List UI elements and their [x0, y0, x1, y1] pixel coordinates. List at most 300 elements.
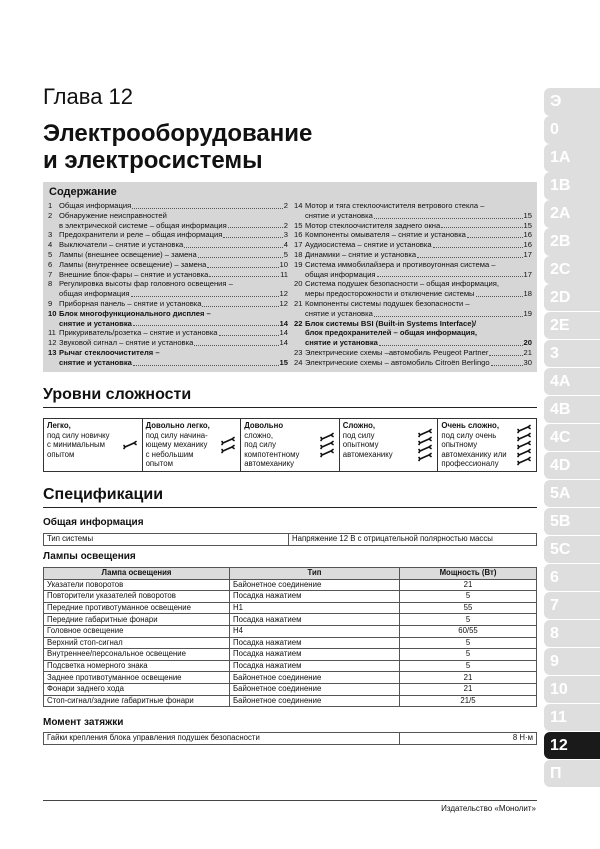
table-cell: Напряжение 12 В с отрицательной полярностью массы: [289, 534, 537, 546]
table-row: [44, 579, 537, 591]
difficulty-level: [340, 419, 439, 471]
table-cell: Головное освещение: [44, 625, 230, 637]
dot-leader: [184, 240, 283, 248]
chapter-tab[interactable]: 10: [544, 676, 600, 704]
contents-entry-text: Выключатели – снятие и установка: [59, 240, 184, 250]
publisher-footer: Издательство «Монолит»: [441, 804, 536, 813]
contents-entry-line: [305, 230, 532, 240]
dot-leader: [491, 358, 523, 366]
table-cell: Байонетное соединение: [230, 579, 400, 591]
contents-column-left: [48, 201, 288, 368]
contents-entry-text: Блок системы BSI (Built-in Systems Interface)/: [305, 318, 477, 328]
contents-entry: [48, 279, 288, 299]
chapter-tab[interactable]: П: [544, 760, 600, 788]
contents-entry-line: [59, 221, 288, 231]
dot-leader: [219, 328, 279, 336]
contents-entry-body: [59, 201, 288, 211]
wrench-icon: [321, 442, 333, 449]
chapter-tab[interactable]: 5B: [544, 508, 600, 536]
contents-entry-page: 5: [283, 249, 288, 259]
contents-entry-line: [59, 279, 288, 289]
contents-entry-page: 3: [283, 230, 288, 240]
contents-entry: [48, 328, 288, 338]
wrench-icon: [321, 434, 333, 441]
chapter-tab[interactable]: 12: [544, 732, 600, 760]
contents-entry-page: 2: [283, 201, 288, 210]
table-cell: 8 Н·м: [400, 733, 537, 745]
specs-heading: Спецификации: [43, 486, 164, 503]
chapter-tab[interactable]: 8: [544, 620, 600, 648]
difficulty-label: Довольно: [244, 421, 284, 430]
contents-entry-number: 14: [294, 201, 303, 210]
difficulty-description: опытом: [47, 449, 75, 459]
table-cell: 21/5: [400, 695, 537, 707]
difficulty-description: под силу очень: [441, 430, 497, 440]
column-header: Лампа освещения: [44, 568, 230, 580]
difficulty-text: [47, 421, 122, 469]
wrench-icon: [321, 450, 333, 457]
contents-entry-text: Обнаружение неисправностей: [59, 210, 167, 220]
contents-entry: [294, 299, 532, 319]
contents-entry-number: 8: [48, 279, 53, 289]
table-header-row: [44, 568, 537, 580]
contents-entry-line: [305, 309, 532, 319]
lamps-table: [43, 567, 537, 707]
dot-leader: [198, 250, 283, 258]
dot-leader: [377, 270, 523, 278]
wrench-icon: [516, 421, 534, 469]
wrench-icon: [124, 442, 136, 449]
table-cell: Подсветка номерного знака: [44, 660, 230, 672]
chapter-tab[interactable]: 4A: [544, 368, 600, 396]
chapter-tab[interactable]: 5A: [544, 480, 600, 508]
contents-entry-line: [59, 299, 288, 309]
chapter-tab[interactable]: 11: [544, 704, 600, 732]
table-cell: Байонетное соединение: [230, 672, 400, 684]
contents-entry: [48, 211, 288, 231]
chapter-tab[interactable]: Э: [544, 88, 600, 116]
contents-entry-body: [305, 299, 532, 319]
contents-entry-number: 9: [48, 298, 53, 308]
contents-entry-text: Мотор и тяга стеклоочистителя ветрового стекла –: [305, 201, 485, 210]
difficulty-text: [441, 421, 516, 469]
title-line: Электрооборудование: [43, 120, 313, 147]
chapter-tab[interactable]: 4C: [544, 424, 600, 452]
contents-entry: [48, 299, 288, 309]
contents-entry-text: Электрические схемы –автомобиль Peugeot Partner: [305, 347, 489, 357]
difficulty-description: автомеханику или: [441, 449, 507, 459]
wrench-icon: [518, 434, 530, 441]
contents-entry-body: [59, 338, 288, 348]
contents-entry-line: [305, 270, 532, 280]
difficulty-description: опытному: [342, 440, 379, 450]
contents-entry-line: [305, 348, 532, 358]
chapter-tabs: [544, 88, 600, 788]
contents-entry-page: 15: [523, 210, 532, 220]
contents-entry-body: [305, 348, 532, 358]
contents-entry-text: снятие и установка: [305, 308, 373, 318]
contents-entry-line: [59, 309, 288, 319]
dot-leader: [476, 289, 523, 297]
dot-leader: [131, 289, 279, 297]
contents-entry-text: Приборная панель – снятие и установка: [59, 298, 202, 308]
contents-entry: [294, 260, 532, 280]
table-cell: Указатели поворотов: [44, 579, 230, 591]
contents-entry-number: 4: [48, 240, 53, 250]
contents-entry-page: 30: [523, 357, 532, 367]
wrench-icon: [419, 430, 431, 437]
contents-entry-body: [305, 279, 532, 299]
contents-entry-number: 20: [294, 279, 303, 289]
contents-entry-page: 15: [523, 220, 532, 230]
contents-entry-body: [59, 270, 288, 280]
dot-leader: [133, 358, 279, 366]
contents-column-right: [294, 201, 532, 368]
contents-entry-text: снятие и установка: [59, 357, 132, 367]
dot-leader: [228, 221, 283, 229]
contents-entry: [294, 250, 532, 260]
chapter-tab[interactable]: 2C: [544, 256, 600, 284]
table-cell: Байонетное соединение: [230, 695, 400, 707]
contents-entry: [48, 309, 288, 329]
contents-entry-text: Компоненты омывателя – снятие и установка: [305, 230, 466, 240]
lamps-heading: Лампы освещения: [43, 551, 136, 562]
contents-entry-text: Компоненты системы подушек безопасности –: [305, 298, 470, 308]
difficulty-text: [244, 421, 319, 469]
contents-entry-text: Регулировка высоты фар головного освещения –: [59, 279, 233, 289]
contents-entry-line: [59, 270, 288, 280]
dot-leader: [133, 319, 279, 327]
table-cell: 60/55: [400, 625, 537, 637]
contents-heading: Содержание: [49, 186, 117, 198]
chapter-tab[interactable]: 2D: [544, 284, 600, 312]
table-cell: 5: [400, 591, 537, 603]
wrench-icon: [220, 421, 238, 469]
contents-entry: [48, 270, 288, 280]
table-cell: Верхний стоп-сигнал: [44, 637, 230, 649]
contents-entry-text: снятие и установка: [305, 338, 378, 348]
contents-entry-text: Предохранители и реле – общая информация: [59, 230, 223, 240]
contents-entry-line: [305, 319, 532, 329]
wrench-icon: [222, 446, 234, 453]
difficulty-description: опытному: [441, 440, 478, 450]
contents-entry-line: [59, 338, 288, 348]
wrench-icon: [319, 421, 337, 469]
general-info-table: [43, 533, 537, 546]
difficulty-description: под силу начина-: [145, 430, 208, 440]
contents-entry-body: [59, 348, 288, 368]
contents-entry-page: 15: [279, 357, 288, 367]
contents-entry-page: 20: [523, 338, 532, 348]
contents-entry-body: [305, 230, 532, 240]
contents-entry-line: [305, 338, 532, 348]
contents-entry-page: 14: [279, 328, 288, 338]
table-cell: 21: [400, 579, 537, 591]
wrench-icon: [518, 450, 530, 457]
contents-entry-number: 12: [48, 338, 57, 348]
contents-entry-page: 10: [279, 259, 288, 269]
contents-entry-text: Лампы (внешнее освещение) – замена: [59, 249, 197, 259]
contents-entry-line: [305, 250, 532, 260]
contents-entry-page: 14: [279, 318, 288, 328]
table-cell: Посадка нажатием: [230, 591, 400, 603]
contents-entry-line: [59, 230, 288, 240]
chapter-tab[interactable]: 0: [544, 116, 600, 144]
contents-entry-line: [305, 299, 532, 309]
contents-entry-text: меры предосторожности и отключение системы: [305, 289, 475, 299]
contents-entry-line: [305, 328, 532, 338]
contents-entry-line: [305, 358, 532, 368]
contents-entry-body: [59, 309, 288, 329]
difficulty-description: с минимальным: [47, 440, 106, 450]
contents-entry-body: [59, 211, 288, 231]
contents-entry-page: 16: [523, 230, 532, 240]
dot-leader: [467, 230, 523, 238]
dot-leader: [441, 221, 522, 229]
contents-entry-number: 2: [48, 210, 53, 220]
table-cell: Фонари заднего хода: [44, 683, 230, 695]
contents-entry-number: 23: [294, 347, 303, 357]
contents-entry-text: Звуковой сигнал – снятие и установка: [59, 338, 194, 348]
table-cell: 5: [400, 649, 537, 661]
contents-entry-page: 18: [523, 289, 532, 299]
contents-entry-body: [59, 260, 288, 270]
contents-entry-body: [305, 240, 532, 250]
table-row: [44, 695, 537, 707]
difficulty-levels: [43, 418, 537, 472]
footer-rule: [43, 800, 537, 801]
dot-leader: [374, 309, 523, 317]
contents-entry-number: 3: [48, 230, 53, 240]
contents-entry-text: общая информация: [305, 269, 376, 279]
title-line: и электросистемы: [43, 147, 263, 174]
dot-leader: [433, 240, 523, 248]
contents-entry-page: 17: [523, 269, 532, 279]
contents-entry-line: [59, 328, 288, 338]
contents-entry-line: [305, 201, 532, 211]
contents-entry: [294, 348, 532, 358]
difficulty-description: автомеханику: [244, 459, 295, 469]
table-cell: Байонетное соединение: [230, 683, 400, 695]
contents-entry-number: 17: [294, 240, 303, 250]
contents-entry-text: Внешние блок-фары – снятие и установка: [59, 269, 209, 279]
contents-entry: [48, 250, 288, 260]
contents-entry-body: [59, 279, 288, 299]
contents-entry-body: [305, 358, 532, 368]
table-row: [44, 649, 537, 661]
contents-entry: [294, 201, 532, 221]
dot-leader: [207, 260, 278, 268]
contents-entry-number: 10: [48, 308, 57, 318]
contents-entry-number: 19: [294, 259, 303, 269]
table-cell: 21: [400, 672, 537, 684]
chapter-tab[interactable]: 1A: [544, 144, 600, 172]
contents-entry-number: 6: [48, 259, 53, 269]
wrench-icon: [419, 438, 431, 445]
dot-leader: [202, 299, 278, 307]
section-rule: [43, 407, 537, 408]
table-cell: 5: [400, 614, 537, 626]
contents-entry-text: Система иммобилайзера и противоугонная система –: [305, 259, 496, 269]
chapter-tab[interactable]: 4D: [544, 452, 600, 480]
chapter-tab[interactable]: 7: [544, 592, 600, 620]
contents-entry-text: Аудиосистема – снятие и установка: [305, 240, 432, 250]
contents-entry: [294, 358, 532, 368]
torque-heading: Момент затяжки: [43, 717, 124, 728]
dot-leader: [194, 338, 278, 346]
contents-entry: [294, 230, 532, 240]
table-cell: Посадка нажатием: [230, 637, 400, 649]
contents-entry-text: Лампы (внутреннее освещение) – замена: [59, 259, 207, 269]
difficulty-description: под силу: [342, 430, 375, 440]
table-row: [44, 672, 537, 684]
contents-entry: [48, 240, 288, 250]
contents-entry-text: в электрической системе – общая информация: [59, 220, 227, 230]
contents-entry-number: 18: [294, 249, 303, 259]
contents-entry-body: [59, 240, 288, 250]
table-cell: Стоп-сигнал/задние габаритные фонари: [44, 695, 230, 707]
chapter-tab[interactable]: 9: [544, 648, 600, 676]
table-cell: Посадка нажатием: [230, 614, 400, 626]
contents-entry-page: 19: [523, 308, 532, 318]
chapter-tab[interactable]: 4B: [544, 396, 600, 424]
table-cell: Гайки крепления блока управления подушек безопасности: [44, 733, 400, 745]
contents-entry: [294, 279, 532, 299]
contents-entry-number: 7: [48, 269, 53, 279]
dot-leader: [379, 338, 523, 346]
page-title: [43, 120, 312, 174]
contents-entry-body: [305, 260, 532, 280]
chapter-tab[interactable]: 1B: [544, 172, 600, 200]
difficulty-description: ющему механику: [145, 440, 208, 450]
table-cell: Повторители указателей поворотов: [44, 591, 230, 603]
contents-entry-line: [305, 221, 532, 231]
difficulty-text: [146, 421, 221, 469]
contents-entry-line: [59, 201, 288, 211]
wrench-icon: [518, 426, 530, 433]
table-cell: Внутреннее/персональное освещение: [44, 649, 230, 661]
difficulty-description: профессионалу: [441, 459, 499, 469]
table-cell: 55: [400, 602, 537, 614]
contents-entry-number: 16: [294, 230, 303, 240]
difficulty-description: сложно,: [244, 430, 273, 440]
contents-entry-page: 4: [283, 240, 288, 250]
contents-entry-line: [59, 211, 288, 221]
contents-entry-line: [59, 240, 288, 250]
contents-entry: [48, 348, 288, 368]
table-row: [44, 534, 537, 546]
table-cell: Заднее противотуманное освещение: [44, 672, 230, 684]
chapter-tab[interactable]: 2A: [544, 200, 600, 228]
table-row: [44, 660, 537, 672]
dot-leader: [209, 270, 279, 278]
chapter-tab[interactable]: 6: [544, 564, 600, 592]
difficulty-label: Легко,: [47, 421, 71, 430]
wrench-icon: [417, 421, 435, 469]
table-cell: Передние габаритные фонари: [44, 614, 230, 626]
contents-entry-body: [59, 230, 288, 240]
contents-entry-text: Прикуриватель/розетка – снятие и установка: [59, 328, 218, 338]
contents-entry-page: 11: [280, 269, 288, 279]
contents-entry-number: 15: [294, 220, 303, 230]
contents-entry-number: 5: [48, 249, 53, 259]
contents-entry-page: 14: [279, 338, 288, 348]
contents-entry-page: 17: [523, 249, 532, 259]
contents-entry-line: [59, 348, 288, 358]
difficulty-level: [241, 419, 340, 471]
contents-entry-line: [59, 289, 288, 299]
contents-entry-number: 11: [48, 328, 56, 338]
table-cell: Посадка нажатием: [230, 660, 400, 672]
column-header: Тип: [230, 568, 400, 580]
wrench-icon: [222, 438, 234, 445]
contents-entry-number: 22: [294, 318, 303, 328]
difficulty-level: [44, 419, 143, 471]
chapter-tab[interactable]: 2B: [544, 228, 600, 256]
contents-entry: [48, 260, 288, 270]
general-info-heading: Общая информация: [43, 517, 144, 528]
contents-entry-text: Общая информация: [59, 201, 132, 210]
chapter-tab[interactable]: 3: [544, 340, 600, 368]
dot-leader: [132, 201, 283, 209]
chapter-tab[interactable]: 2E: [544, 312, 600, 340]
contents-entry-text: общая информация: [59, 289, 130, 299]
contents-entry-number: 21: [294, 298, 303, 308]
contents-entry-number: 13: [48, 347, 57, 357]
table-row: [44, 602, 537, 614]
difficulty-level: [143, 419, 242, 471]
contents-entry: [48, 338, 288, 348]
table-row: [44, 591, 537, 603]
contents-entry-body: [305, 250, 532, 260]
table-cell: H4: [230, 625, 400, 637]
contents-entry-text: снятие и установка: [59, 318, 132, 328]
contents-entry: [294, 240, 532, 250]
table-cell: 5: [400, 637, 537, 649]
contents-entry-line: [59, 319, 288, 329]
difficulty-description: под силу: [244, 440, 276, 450]
difficulty-description: автомеханику: [342, 449, 393, 459]
contents-entry-text: Динамики – снятие и установка: [305, 249, 417, 259]
chapter-tab[interactable]: 5C: [544, 536, 600, 564]
wrench-icon: [518, 458, 530, 465]
table-row: [44, 625, 537, 637]
table-cell: Тип системы: [44, 534, 289, 546]
contents-entry-text: Рычаг стеклоочистителя –: [59, 347, 160, 357]
table-cell: 21: [400, 683, 537, 695]
table-cell: Посадка нажатием: [230, 649, 400, 661]
contents-entry-body: [305, 319, 532, 348]
contents-entry-body: [305, 201, 532, 221]
table-row: [44, 683, 537, 695]
table-cell: H1: [230, 602, 400, 614]
column-header: Мощность (Вт): [400, 568, 537, 580]
contents-entry: [48, 230, 288, 240]
contents-entry-line: [59, 260, 288, 270]
table-row: [44, 733, 537, 745]
dot-leader: [374, 211, 523, 219]
wrench-icon: [122, 421, 140, 469]
table-cell: 5: [400, 660, 537, 672]
contents-entry-line: [305, 289, 532, 299]
difficulty-label: Сложно,: [342, 421, 376, 430]
table-row: [44, 614, 537, 626]
table-row: [44, 637, 537, 649]
contents-entry-body: [59, 250, 288, 260]
difficulty-label: Очень сложно,: [441, 421, 499, 430]
chapter-label: Глава 12: [43, 84, 134, 109]
dot-leader: [417, 250, 522, 258]
